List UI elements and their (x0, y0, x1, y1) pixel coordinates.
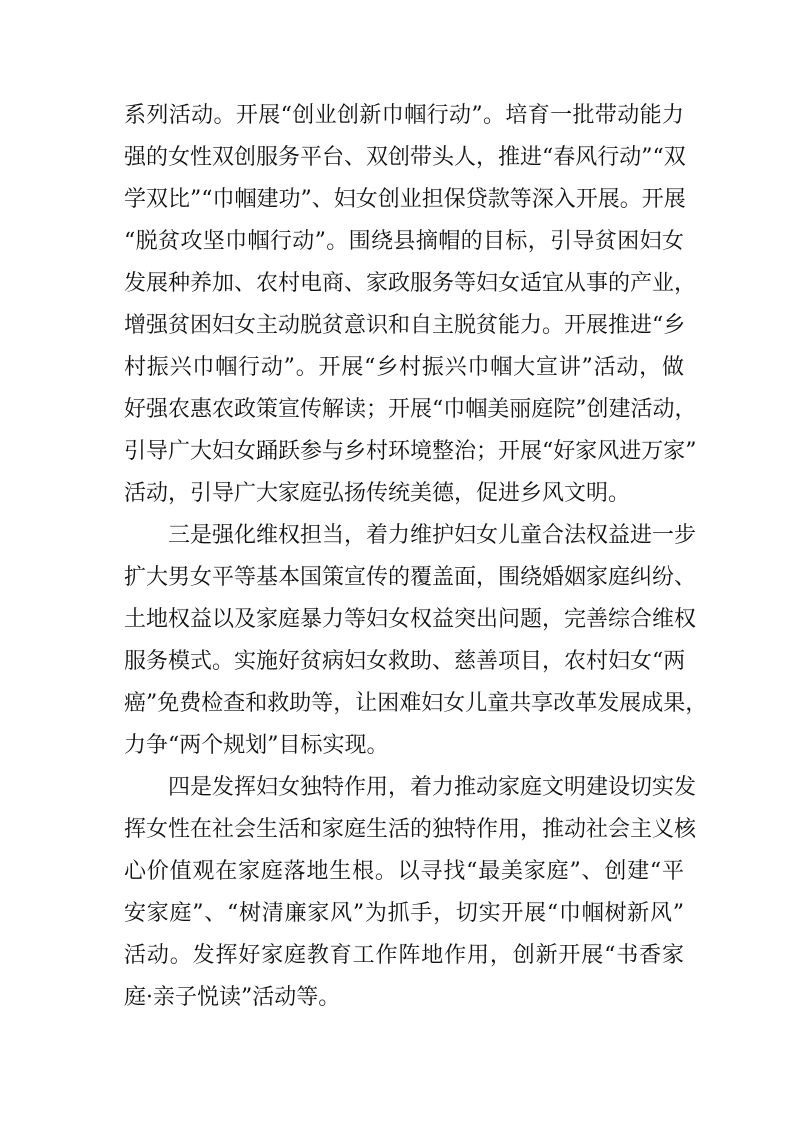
text-line: 庭·亲子悦读”活动等。 (124, 985, 341, 1010)
text-line: 扩大男女平等基本国策宣传的覆盖面，围绕婚姻家庭纠纷、 (124, 565, 697, 590)
text-line: 力争“两个规划”目标实现。 (124, 733, 389, 758)
text-line: 土地权益以及家庭暴力等妇女权益突出问题，完善综合维权 (124, 607, 697, 632)
text-line: 服务模式。实施好贫病妇女救助、慈善项目，农村妇女“两 (124, 649, 686, 674)
text-line: 挥女性在社会生活和家庭生活的独特作用，推动社会主义核 (124, 817, 697, 842)
text-line: 发展种养加、农村电商、家政服务等妇女适宜从事的产业， (124, 271, 697, 296)
paragraph-start-line: 四是发挥妇女独特作用，着力推动家庭文明建设切实发 (168, 775, 697, 800)
text-line: 活动。发挥好家庭教育工作阵地作用，创新开展“书香家 (124, 943, 684, 968)
text-line: 安家庭”、“树清廉家风”为抓手，切实开展“巾帼树新风” (124, 901, 684, 926)
text-line: 强的女性双创服务平台、双创带头人，推进“春风行动”“双 (124, 145, 686, 170)
text-line: 系列活动。开展“创业创新巾帼行动”。培育一批带动能力 (124, 103, 684, 128)
text-line: 好强农惠农政策宣传解读；开展“巾帼美丽庭院”创建活动， (124, 397, 697, 422)
text-line: 活动，引导广大家庭弘扬传统美德，促进乡风文明。 (124, 481, 631, 506)
text-line: 学双比”“巾帼建功”、妇女创业担保贷款等深入开展。开展 (124, 187, 686, 212)
text-line: 癌”免费检查和救助等，让困难妇女儿童共享改革发展成果， (124, 691, 708, 716)
text-line: 增强贫困妇女主动脱贫意识和自主脱贫能力。开展推进“乡 (124, 313, 686, 338)
text-line: 引导广大妇女踊跃参与乡村环境整治；开展“好家风进万家” (124, 439, 697, 464)
paragraph-start-line: 三是强化维权担当，着力维护妇女儿童合法权益进一步 (168, 523, 697, 548)
text-line: 心价值观在家庭落地生根。以寻找“最美家庭”、创建“平 (124, 859, 684, 884)
text-line: “脱贫攻坚巾帼行动”。围绕县摘帽的目标，引导贫困妇女 (124, 229, 684, 254)
text-line: 村振兴巾帼行动”。开展“乡村振兴巾帼大宣讲”活动，做 (124, 355, 684, 380)
